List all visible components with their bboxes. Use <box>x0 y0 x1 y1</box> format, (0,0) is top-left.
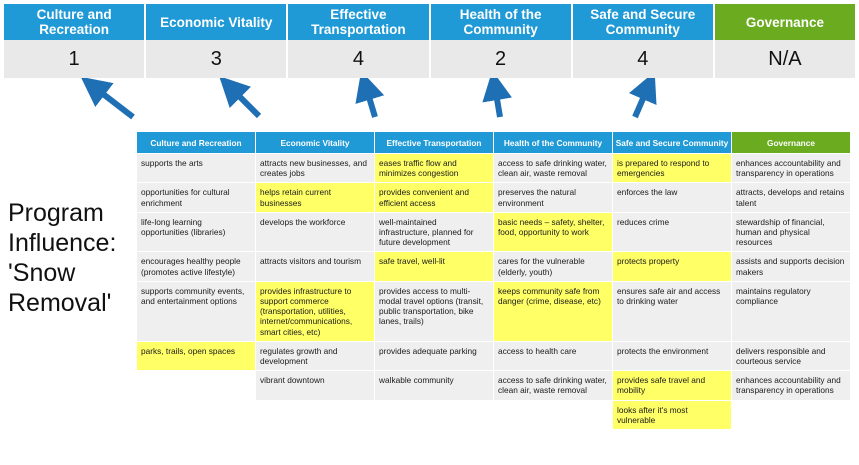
caption-line-1: Program <box>8 199 104 227</box>
matrix-cell: encourages healthy people (promotes active lifestyle) <box>137 252 256 281</box>
header-effective-transportation: Effective Transportation <box>288 4 430 40</box>
table-row <box>137 400 851 429</box>
arrow-economic-vitality <box>231 88 259 116</box>
table-row <box>137 183 851 212</box>
matrix-cell <box>375 400 494 429</box>
matrix-cell <box>137 371 256 400</box>
table-row <box>137 154 851 183</box>
table-row <box>137 371 851 400</box>
matrix-cell: cares for the vulnerable (elderly, youth) <box>494 252 613 281</box>
matrix-cell: stewardship of financial, human and physical resources <box>732 212 851 252</box>
program-influence-caption <box>8 198 136 318</box>
arrow-effective-transportation <box>366 87 375 117</box>
arrows-layer <box>0 78 859 136</box>
matrix-cell: develops the workforce <box>256 212 375 252</box>
matrix-cell: is prepared to respond to emergencies <box>613 154 732 183</box>
table-row <box>137 252 851 281</box>
matrix-cell: provides access to multi-modal travel options (transit, public transportation, bike lanes, trails) <box>375 281 494 341</box>
matrix-header-safe-secure-community: Safe and Secure Community <box>613 132 732 154</box>
matrix-header-effective-transportation: Effective Transportation <box>375 132 494 154</box>
matrix-cell: enhances accountability and transparency in operations <box>732 371 851 400</box>
matrix-cell: regulates growth and development <box>256 341 375 370</box>
header-health-of-community: Health of the Community <box>431 4 573 40</box>
matrix-cell: looks after it's most vulnerable <box>613 400 732 429</box>
header-governance: Governance <box>715 4 855 40</box>
arrow-culture-recreation <box>94 87 133 117</box>
matrix-cell: reduces crime <box>613 212 732 252</box>
matrix-cell: protects the environment <box>613 341 732 370</box>
matrix-cell: provides infrastructure to support commerce (transportation, utilities, internet/communications, smart cities, etc) <box>256 281 375 341</box>
strategic-outcomes-header <box>4 4 855 40</box>
matrix-header-row <box>137 132 851 154</box>
matrix-cell: attracts visitors and tourism <box>256 252 375 281</box>
matrix-cell: well-maintained infrastructure, planned for future development <box>375 212 494 252</box>
matrix-cell: opportunities for cultural enrichment <box>137 183 256 212</box>
matrix-cell: access to safe drinking water, clean air, waste removal <box>494 371 613 400</box>
caption-line-3: 'Snow <box>8 259 76 287</box>
matrix-header-governance: Governance <box>732 132 851 154</box>
matrix-cell: basic needs – safety, shelter, food, opportunity to work <box>494 212 613 252</box>
caption-line-2: Influence: <box>8 229 117 257</box>
matrix-cell: supports community events, and entertainment options <box>137 281 256 341</box>
outcomes-matrix <box>136 131 851 430</box>
table-row <box>137 341 851 370</box>
matrix-cell: enforces the law <box>613 183 732 212</box>
matrix-cell: delivers responsible and courteous service <box>732 341 851 370</box>
table-row <box>137 281 851 341</box>
matrix-cell: maintains regulatory compliance <box>732 281 851 341</box>
matrix-cell: access to health care <box>494 341 613 370</box>
matrix-cell <box>494 400 613 429</box>
matrix-cell: walkable community <box>375 371 494 400</box>
matrix-cell: preserves the natural environment <box>494 183 613 212</box>
matrix-cell: keeps community safe from danger (crime, disease, etc) <box>494 281 613 341</box>
score-culture-recreation: 1 <box>4 40 146 78</box>
matrix-cell <box>137 400 256 429</box>
matrix-header-culture-recreation: Culture and Recreation <box>137 132 256 154</box>
score-economic-vitality: 3 <box>146 40 288 78</box>
caption-line-4: Removal' <box>8 289 112 317</box>
arrow-safe-secure-community <box>635 87 648 117</box>
matrix-cell: supports the arts <box>137 154 256 183</box>
matrix-cell: helps retain current businesses <box>256 183 375 212</box>
header-culture-recreation: Culture and Recreation <box>4 4 146 40</box>
matrix-cell: enhances accountability and transparency in operations <box>732 154 851 183</box>
matrix-cell: access to safe drinking water, clean air, waste removal <box>494 154 613 183</box>
score-safe-secure-community: 4 <box>573 40 715 78</box>
matrix-cell: safe travel, well-lit <box>375 252 494 281</box>
score-health-of-community: 2 <box>431 40 573 78</box>
matrix-cell: eases traffic flow and minimizes congestion <box>375 154 494 183</box>
matrix-cell: vibrant downtown <box>256 371 375 400</box>
matrix-cell: provides convenient and efficient access <box>375 183 494 212</box>
header-safe-secure-community: Safe and Secure Community <box>573 4 715 40</box>
matrix-body <box>137 154 851 430</box>
matrix-cell <box>256 400 375 429</box>
matrix-cell: protects property <box>613 252 732 281</box>
score-row <box>4 40 855 78</box>
matrix-header-economic-vitality: Economic Vitality <box>256 132 375 154</box>
matrix-cell: ensures safe air and access to drinking water <box>613 281 732 341</box>
matrix-cell: provides adequate parking <box>375 341 494 370</box>
matrix-cell: provides safe travel and mobility <box>613 371 732 400</box>
header-economic-vitality: Economic Vitality <box>146 4 288 40</box>
score-governance: N/A <box>768 47 802 70</box>
matrix-cell: attracts, develops and retains talent <box>732 183 851 212</box>
table-row <box>137 212 851 252</box>
score-effective-transportation: 4 <box>288 40 430 78</box>
arrow-health-of-community <box>495 87 500 117</box>
matrix-cell: life-long learning opportunities (libraries) <box>137 212 256 252</box>
matrix-cell: parks, trails, open spaces <box>137 341 256 370</box>
matrix-header-health-of-community: Health of the Community <box>494 132 613 154</box>
matrix-cell: assists and supports decision makers <box>732 252 851 281</box>
matrix-cell: attracts new businesses, and creates jobs <box>256 154 375 183</box>
matrix-cell <box>732 400 851 429</box>
